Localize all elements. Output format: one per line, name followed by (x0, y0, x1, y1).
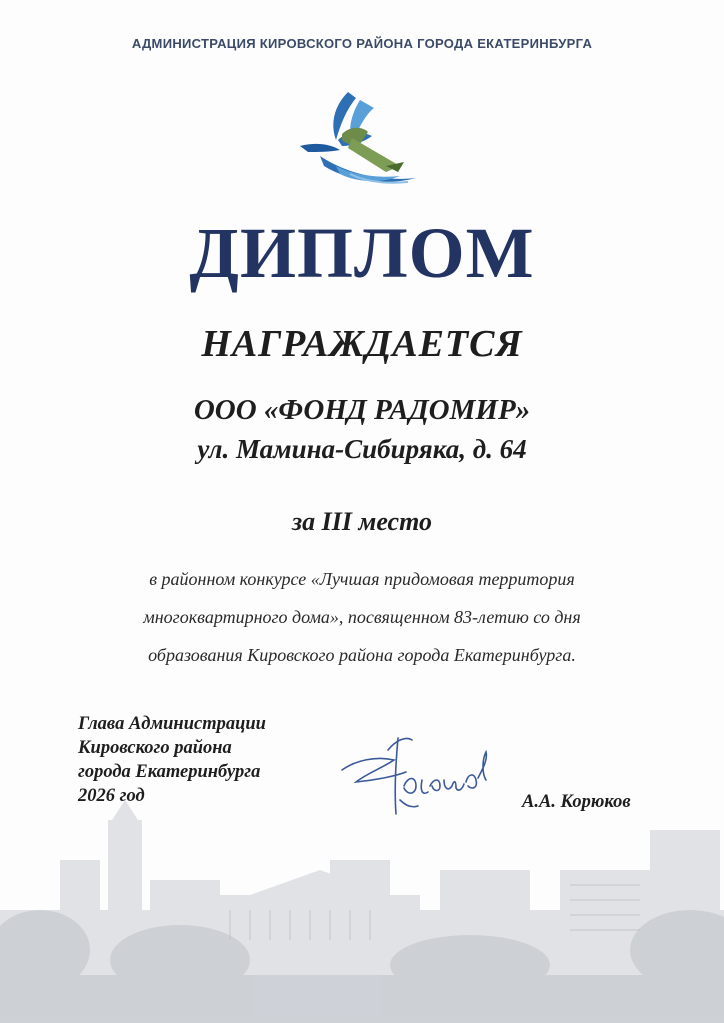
award-place: за III место (292, 507, 432, 536)
recipient-address: ул. Мамина-Сибиряка, д. 64 (197, 434, 527, 464)
position-line: города Екатеринбурга (78, 762, 261, 782)
diploma-title: ДИПЛОМ (189, 213, 535, 293)
position-line: 2026 год (78, 786, 145, 806)
bird-emblem-icon (290, 86, 430, 190)
administration-header: АДМИНИСТРАЦИЯ КИРОВСКОГО РАЙОНА ГОРОДА ЕКАТЕРИНБУРГА (131, 36, 593, 51)
position-line: Глава Администрации (78, 714, 266, 734)
description-line: в районном конкурсе «Лучшая придомовая территория (149, 569, 575, 589)
description-line: многоквартирного дома», посвященном 83-летию со дня (143, 607, 581, 627)
description-line: образования Кировского района города Екатеринбурга. (148, 645, 576, 665)
city-skyline-watermark (0, 800, 724, 1023)
awarded-heading: НАГРАЖДАЕТСЯ (201, 323, 523, 365)
handwritten-signature (336, 730, 506, 820)
signatory-position (78, 712, 266, 808)
award-description (0, 560, 724, 674)
signatory-name: А.А. Корюков (522, 792, 631, 812)
position-line: Кировского района (78, 738, 232, 758)
recipient-organization: ООО «ФОНД РАДОМИР» (193, 394, 531, 426)
